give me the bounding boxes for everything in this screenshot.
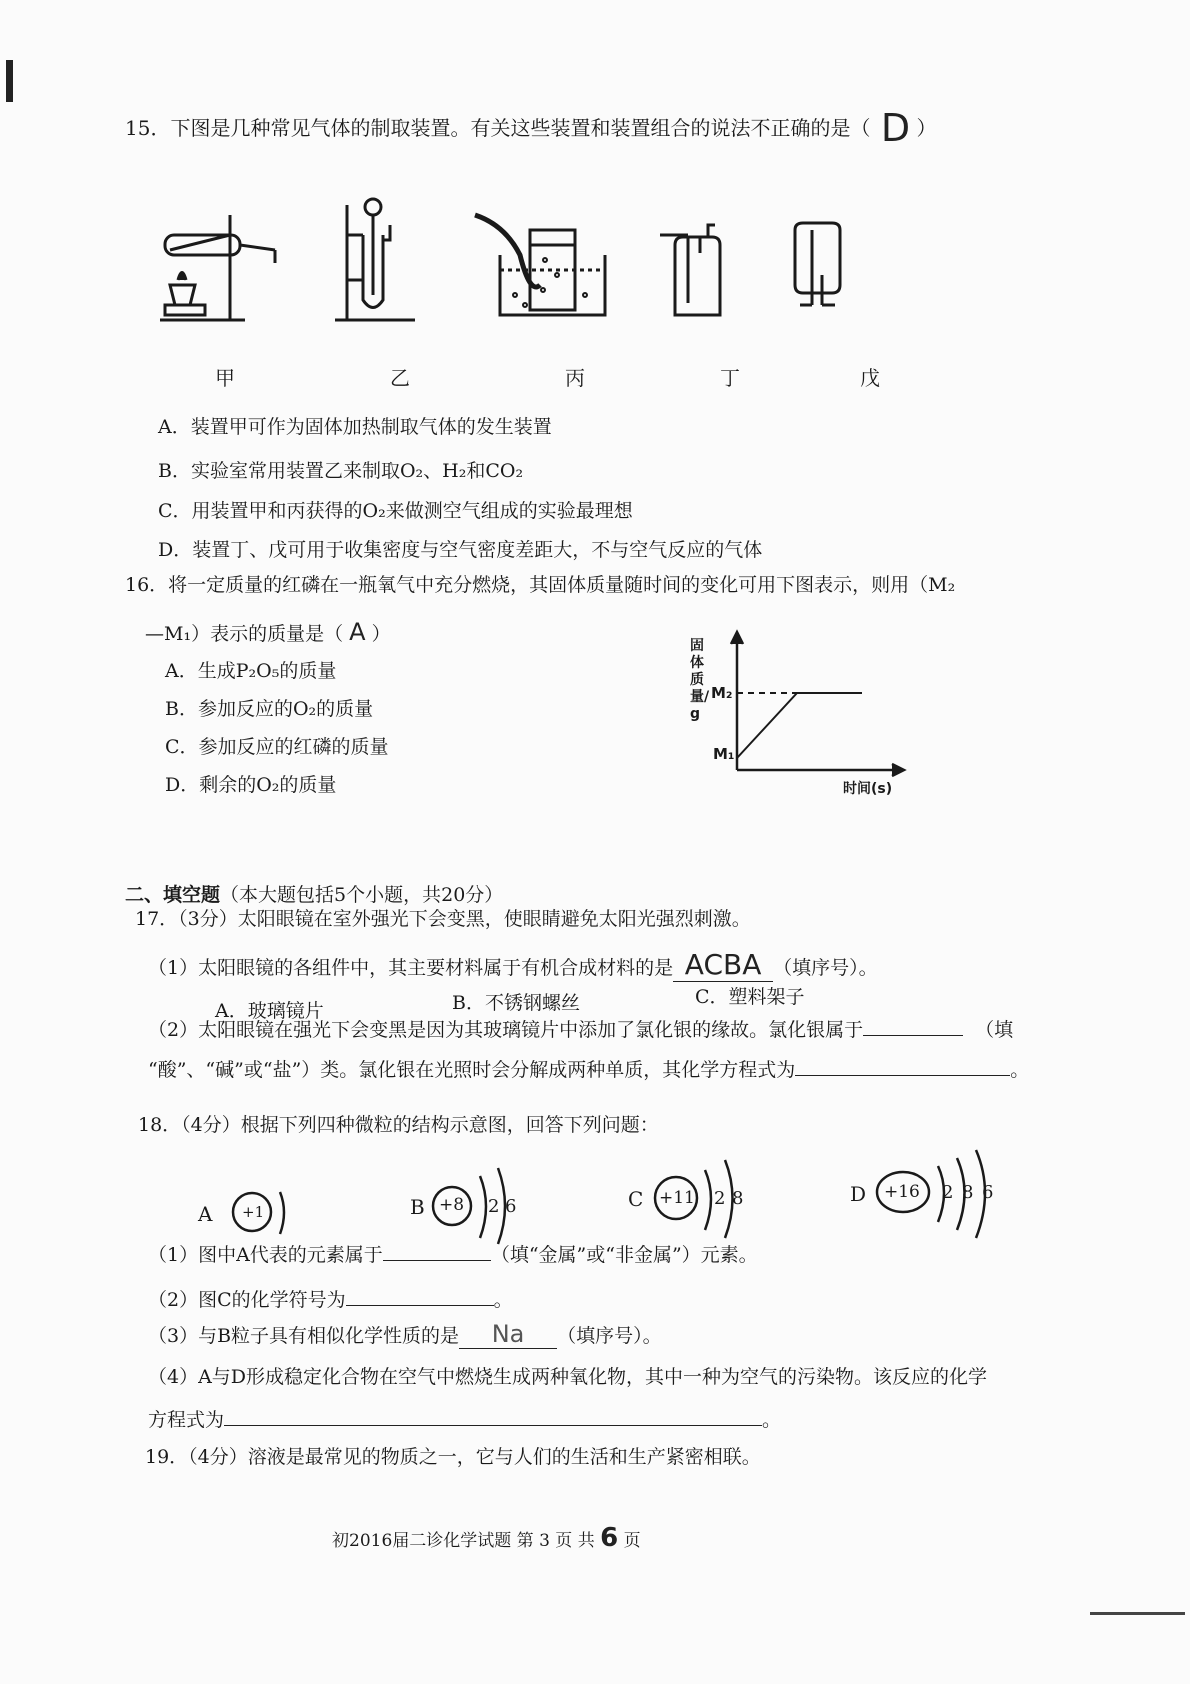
- q15-option-a: A．装置甲可作为固体加热制取气体的发生装置: [158, 416, 552, 438]
- q18-p2-blank[interactable]: [346, 1305, 494, 1306]
- q18-p4-line2: 方程式为 。: [148, 1409, 782, 1431]
- q17-p1-option-b: B．不锈钢螺丝: [452, 992, 580, 1014]
- apparatus-yi: [335, 199, 415, 320]
- atom-b-shell-2: 6: [505, 1196, 517, 1217]
- chart-series-line: [737, 693, 862, 758]
- atom-d-shell-1: 2: [942, 1182, 954, 1203]
- atom-c-nucleus-text: +11: [659, 1188, 695, 1208]
- section2-heading: [125, 880, 503, 907]
- corner-mark: [1090, 1612, 1185, 1615]
- q19-stem: 19．（4分）溶液是最常见的物质之一，它与人们的生活和生产紧密相联。: [145, 1446, 761, 1468]
- q16-stem-line2: —M₁）表示的质量是（ A ）: [145, 618, 391, 646]
- q17-p1-blank[interactable]: [673, 948, 773, 982]
- apparatus-wu: [795, 223, 840, 305]
- q18-p3-answer: Na: [491, 1320, 525, 1348]
- atom-a-nucleus-text: +1: [242, 1203, 265, 1221]
- q18-p1: （1）图中A代表的元素属于 （填“金属”或“非金属”）元素。: [148, 1244, 758, 1266]
- chart-xlabel: 时间(s): [843, 781, 893, 797]
- apparatus-label-bing: 丙: [565, 366, 585, 390]
- q15-stem-line: [125, 100, 937, 150]
- q17-stem: 17．（3分）太阳眼镜在室外强光下会变黑，使眼睛避免太阳光强烈刺激。: [135, 908, 751, 930]
- q17-p1-option-c: C．塑料架子: [695, 986, 805, 1008]
- footer-suffix: 页: [623, 1531, 641, 1551]
- q18-p2: （2）图C的化学符号为 。: [148, 1289, 513, 1311]
- binding-mark: [6, 60, 13, 102]
- chart-ytick-m1: M₁: [713, 745, 735, 763]
- chart-ylabel: 固体质量/g: [690, 638, 710, 722]
- q18-p3-blank[interactable]: [459, 1320, 557, 1349]
- q15-handwritten-answer: D: [880, 106, 911, 150]
- atom-c-shell-2: 8: [732, 1188, 744, 1209]
- atom-d-shell-3: 6: [982, 1182, 994, 1203]
- q16-stem-line1: 16．将一定质量的红磷在一瓶氧气中充分燃烧，其固体质量随时间的变化可用下图表示，则用（M₂: [125, 574, 956, 596]
- footer-text: 初2016届二诊化学试题 第 3 页 共: [332, 1531, 595, 1551]
- apparatus-label-wu: 戊: [860, 366, 880, 390]
- apparatus-figure: [150, 195, 870, 345]
- chart-ytick-m2: M₂: [711, 684, 733, 702]
- q18-p1-blank[interactable]: [383, 1260, 491, 1261]
- q17-p1: （1）太阳眼镜的各组件中，其主要材料属于有机合成材料的是 ACBA （填序号）。: [148, 948, 878, 981]
- page-footer: [332, 1523, 641, 1553]
- footer-total-pages: 6: [600, 1523, 619, 1553]
- q16-option-a: A．生成P₂O₅的质量: [165, 660, 337, 682]
- atom-c-label: C: [628, 1187, 644, 1211]
- apparatus-jia: [160, 215, 275, 320]
- section2-title: 二、填空题: [125, 884, 221, 906]
- q16-option-b: B．参加反应的O₂的质量: [165, 698, 374, 720]
- q17-p2-blank1[interactable]: [863, 1035, 963, 1036]
- q15-stem: 15．下图是几种常见气体的制取装置。有关这些装置和装置组合的说法不正确的是（: [125, 116, 871, 140]
- q16-handwritten-answer: A: [349, 618, 366, 646]
- q16-mass-time-chart: [680, 630, 910, 800]
- q18-p4-line1: （4）A与D形成稳定化合物在空气中燃烧生成两种氧化物，其中一种为空气的污染物。该反应的化学: [148, 1366, 988, 1388]
- q15-option-d: D．装置丁、戊可用于收集密度与空气密度差距大，不与空气反应的气体: [158, 539, 763, 561]
- atom-d-nucleus-text: +16: [884, 1182, 920, 1202]
- atom-b-label: B: [410, 1195, 425, 1219]
- apparatus-bing: [475, 215, 605, 315]
- q16-option-d: D．剩余的O₂的质量: [165, 774, 337, 796]
- apparatus-ding: [660, 225, 720, 315]
- q18-p4-blank[interactable]: [224, 1425, 762, 1426]
- q17-p1-answer: ACBA: [684, 948, 762, 981]
- q18-p3: （3）与B粒子具有相似化学性质的是 Na （填序号）。: [148, 1320, 662, 1348]
- q17-p2-line2: “酸”、“碱”或“盐”）类。氯化银在光照时会分解成两种单质，其化学方程式为 。: [148, 1059, 1030, 1081]
- atom-c-shell-1: 2: [714, 1188, 726, 1209]
- atom-a-label: A: [198, 1202, 213, 1226]
- atom-d-label: D: [850, 1182, 867, 1206]
- q15-option-c: C．用装置甲和丙获得的O₂来做测空气组成的实验最理想: [158, 500, 633, 522]
- q18-stem: 18．（4分）根据下列四种微粒的结构示意图，回答下列问题：: [138, 1114, 659, 1136]
- apparatus-label-yi: 乙: [390, 366, 410, 390]
- section2-note: （本大题包括5个小题，共20分）: [220, 884, 504, 906]
- atom-b-shell-1: 2: [488, 1196, 500, 1217]
- q15-stem-close: ）: [916, 116, 937, 140]
- apparatus-label-ding: 丁: [720, 366, 740, 390]
- q17-p2-line1: （2）太阳眼镜在强光下会变黑是因为其玻璃镜片中添加了氯化银的缘故。氯化银属于 （填: [148, 1019, 1014, 1041]
- q16-option-c: C．参加反应的红磷的质量: [165, 736, 389, 758]
- q17-p2-blank2[interactable]: [795, 1075, 1010, 1076]
- q17-p1-option-a: A．玻璃镜片: [215, 1000, 324, 1022]
- atom-b-nucleus-text: +8: [439, 1195, 465, 1215]
- apparatus-label-jia: 甲: [215, 366, 235, 390]
- atom-d-shell-2: 8: [962, 1182, 974, 1203]
- q15-option-b: B．实验室常用装置乙来制取O₂、H₂和CO₂: [158, 460, 524, 482]
